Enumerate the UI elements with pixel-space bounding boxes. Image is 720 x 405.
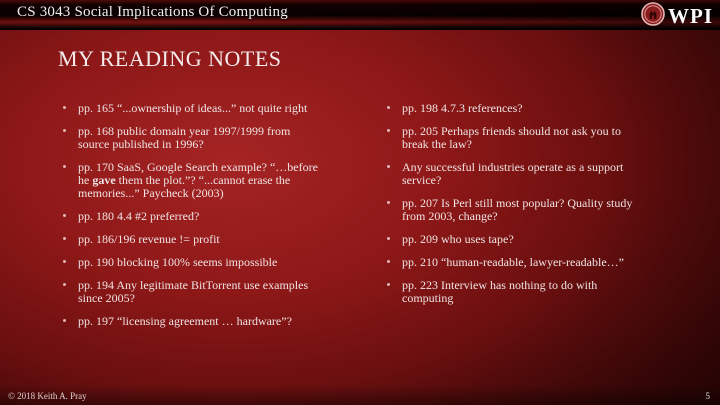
bullet-icon [63, 129, 66, 132]
bullet-text: pp. 210 “human-readable, lawyer-readable…” [402, 255, 624, 269]
bullet-icon [63, 260, 66, 263]
bullet-text: pp. 190 blocking 100% seems impossible [78, 255, 278, 269]
course-title: CS 3043 Social Implications Of Computing [17, 4, 288, 20]
bullet-text: pp. 223 Interview has nothing to do with computing [402, 278, 598, 305]
slide-header-bar [0, 0, 720, 30]
bullet-item [62, 102, 322, 115]
bullet-icon [63, 106, 66, 109]
bullet-icon [387, 106, 390, 109]
bullet-icon [63, 319, 66, 322]
notes-list-left [62, 102, 322, 328]
wpi-logo [641, 3, 713, 29]
bullet-item [62, 161, 322, 200]
bullet-text: pp. 194 Any legitimate BitTorrent use examples since 2005? [78, 278, 309, 305]
bullet-item [62, 233, 322, 246]
bullet-text: pp. 170 SaaS, Google Search example? “…before he gave them the plot.”? “...cannot erase the memories...” Paycheck (2003) [78, 160, 318, 200]
bullet-item [386, 102, 646, 115]
bullet-item [62, 256, 322, 269]
bullet-icon [387, 283, 390, 286]
wpi-logo-text: WPI [668, 3, 713, 28]
bullet-item [386, 256, 646, 269]
wpi-seal-icon [641, 2, 665, 31]
bullet-text: pp. 207 Is Perl still most popular? Quality study from 2003, change? [402, 196, 633, 223]
copyright-text: © 2018 Keith A. Pray [8, 391, 87, 401]
bullet-icon [387, 260, 390, 263]
bullet-icon [387, 237, 390, 240]
bullet-item [62, 210, 322, 223]
page-number: 5 [705, 391, 710, 401]
bullet-icon [63, 165, 66, 168]
bullet-text: pp. 186/196 revenue != profit [78, 232, 220, 246]
bullet-text: Any successful industries operate as a support service? [402, 160, 624, 187]
bullet-item [386, 279, 646, 305]
slide-title: MY READING NOTES [58, 46, 282, 71]
bullet-text: pp. 180 4.4 #2 preferred? [78, 209, 200, 223]
bullet-item [386, 233, 646, 246]
bullet-icon [63, 214, 66, 217]
bullet-text: pp. 209 who uses tape? [402, 232, 514, 246]
notes-column-right [386, 102, 646, 338]
bullet-text: pp. 198 4.7.3 references? [402, 101, 523, 115]
bullet-icon [387, 129, 390, 132]
bullet-text: pp. 165 “...ownership of ideas...” not quite right [78, 101, 308, 115]
bullet-text: pp. 205 Perhaps friends should not ask you to break the law? [402, 124, 621, 151]
bullet-icon [387, 201, 390, 204]
bullet-icon [387, 165, 390, 168]
bullet-icon [63, 237, 66, 240]
notes-column-left [62, 102, 322, 338]
notes-list-right [386, 102, 646, 305]
bullet-icon [63, 283, 66, 286]
notes-columns [62, 102, 646, 338]
bullet-item [386, 125, 646, 151]
bullet-text: pp. 197 “licensing agreement … hardware”? [78, 314, 292, 328]
bullet-item [386, 161, 646, 187]
bullet-item [386, 197, 646, 223]
bullet-item [62, 315, 322, 328]
bullet-item [62, 279, 322, 305]
bullet-item [62, 125, 322, 151]
slide-footer-bar [0, 385, 720, 405]
bullet-text: pp. 168 public domain year 1997/1999 from source published in 1996? [78, 124, 291, 151]
